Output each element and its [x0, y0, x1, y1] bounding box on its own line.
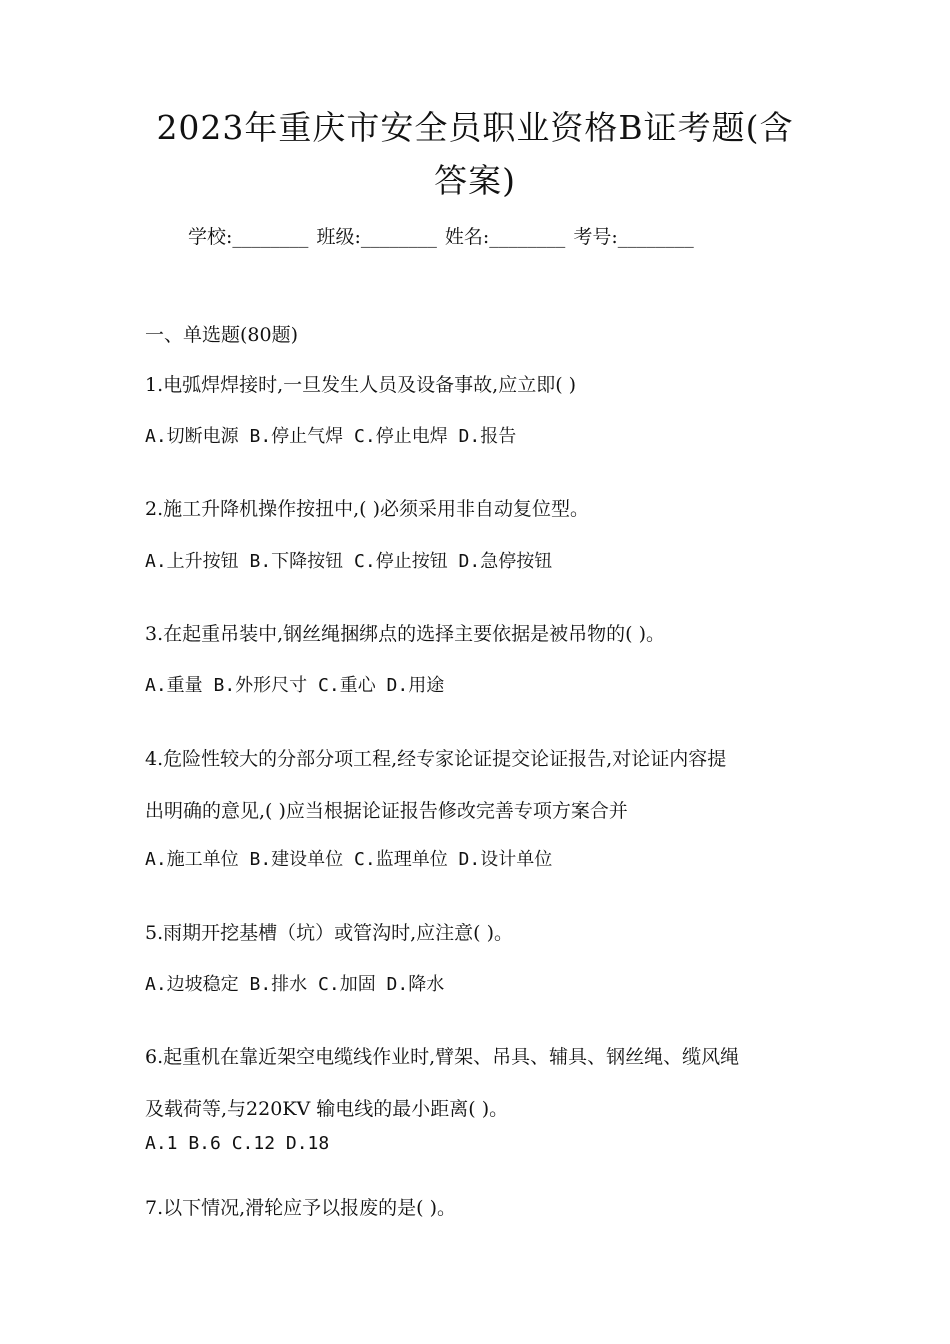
- question-3: 3.在起重吊装中,钢丝绳捆绑点的选择主要依据是被吊物的( )。: [145, 623, 666, 645]
- question-7: 7.以下情况,滑轮应予以报废的是( )。: [145, 1197, 457, 1219]
- question-1-options: A.切断电源 B.停止气焊 C.停止电焊 D.报告: [145, 426, 517, 447]
- section-heading: 一、单选题(80题): [145, 324, 299, 346]
- class-field: 班级:________: [316, 226, 437, 248]
- question-5: 5.雨期开挖基槽（坑）或管沟时,应注意( )。: [145, 922, 514, 944]
- question-2-options: A.上升按钮 B.下降按钮 C.停止按钮 D.急停按钮: [145, 551, 553, 572]
- exam-number-field: 考号:________: [573, 226, 694, 248]
- question-3-options: A.重量 B.外形尺寸 C.重心 D.用途: [145, 675, 445, 696]
- question-4-options: A.施工单位 B.建设单位 C.监理单位 D.设计单位: [145, 849, 553, 870]
- name-field: 姓名:________: [444, 226, 566, 248]
- question-4-line-1: 4.危险性较大的分部分项工程,经专家论证提交论证报告,对论证内容提: [145, 748, 727, 770]
- question-2: 2.施工升降机操作按扭中,( )必须采用非自动复位型。: [145, 498, 590, 520]
- question-6-line-2: 及载荷等,与220KV 输电线的最小距离( )。: [145, 1098, 509, 1120]
- question-4-line-2: 出明确的意见,( )应当根据论证报告修改完善专项方案合并: [145, 800, 628, 822]
- question-6-line-1: 6.起重机在靠近架空电缆线作业时,臂架、吊具、辅具、钢丝绳、缆风绳: [145, 1046, 740, 1068]
- question-1: 1.电弧焊焊接时,一旦发生人员及设备事故,应立即( ): [145, 374, 577, 396]
- document-title-line-1: 2023年重庆市安全员职业资格B证考题(含: [156, 108, 794, 147]
- school-field: 学校:________: [188, 226, 309, 248]
- document-title-line-2: 答案): [434, 161, 516, 200]
- student-info-line: [188, 222, 696, 249]
- question-5-options: A.边坡稳定 B.排水 C.加固 D.降水: [145, 974, 445, 995]
- question-6-options: A.1 B.6 C.12 D.18: [145, 1133, 330, 1154]
